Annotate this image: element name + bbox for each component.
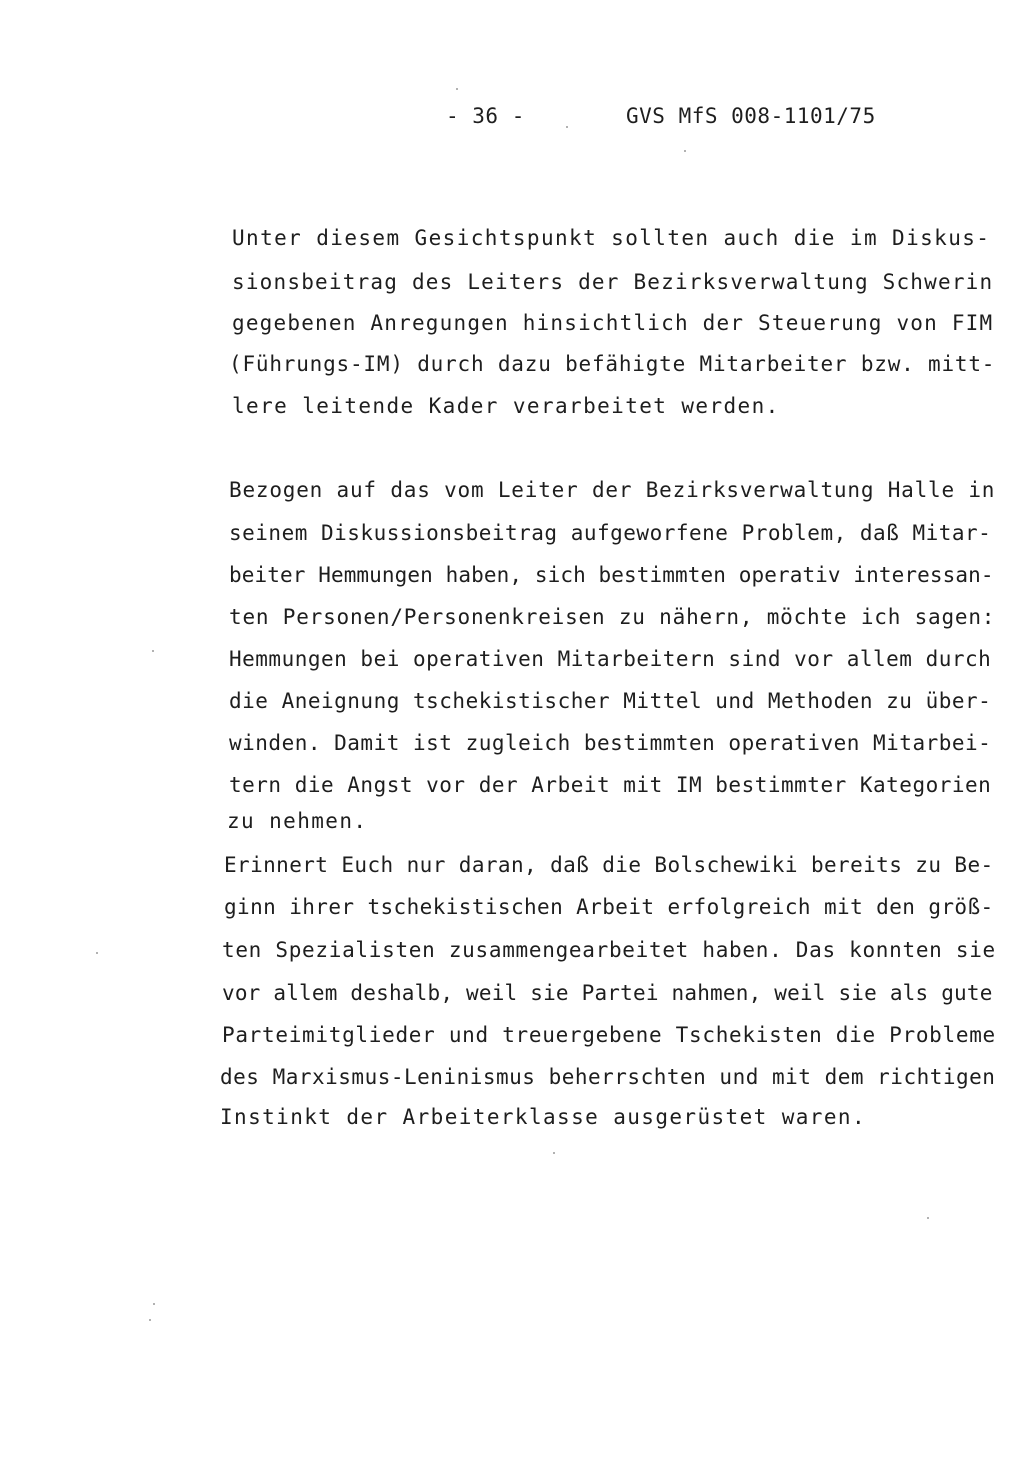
scan-speck [153, 1303, 155, 1305]
text-line: winden. Damit ist zugleich bestimmten operativen Mitarbei- [229, 731, 992, 755]
text-line: (Führungs-IM) durch dazu befähigte Mitarbeiter bzw. mitt- [229, 352, 996, 376]
text-line: zu nehmen. [227, 809, 368, 833]
text-line: Unter diesem Gesichtspunkt sollten auch die im Diskus- [232, 226, 991, 250]
text-line: Parteimitglieder und treuergebene Tschekisten die Probleme [222, 1023, 996, 1047]
text-line: tern die Angst vor der Arbeit mit IM bestimmter Kategorien [229, 773, 992, 797]
page-number: - 36 - [446, 104, 525, 128]
text-line: sionsbeitrag des Leiters der Bezirksverwaltung Schwerin [232, 270, 994, 294]
text-line: seinem Diskussionsbeitrag aufgeworfene Problem, daß Mitar- [229, 521, 992, 545]
scan-speck [149, 1319, 151, 1321]
text-line: lere leitende Kader verarbeitet werden. [232, 394, 780, 418]
text-line: beiter Hemmungen haben, sich bestimmten operativ interessan- [229, 563, 994, 587]
text-line: gegebenen Anregungen hinsichtlich der Steuerung von FIM [232, 311, 994, 335]
text-line: ten Spezialisten zusammengearbeitet haben. Das konnten sie [222, 938, 996, 962]
text-line: Hemmungen bei operativen Mitarbeitern sind vor allem durch [229, 647, 992, 671]
text-line: Erinnert Euch nur daran, daß die Bolschewiki bereits zu Be- [224, 853, 994, 877]
text-line: ten Personen/Personenkreisen zu nähern, möchte ich sagen: [229, 605, 996, 629]
text-line: ginn ihrer tschekistischen Arbeit erfolgreich mit den größ- [224, 895, 994, 919]
document-reference: GVS MfS 008-1101/75 [626, 104, 876, 128]
text-line: Bezogen auf das vom Leiter der Bezirksverwaltung Halle in [229, 478, 996, 502]
scan-speck [566, 126, 568, 128]
scan-speck [553, 1152, 555, 1154]
scan-speck [456, 88, 458, 90]
text-line: vor allem deshalb, weil sie Partei nahmen, weil sie als gute [222, 981, 993, 1005]
scan-speck [927, 1217, 929, 1219]
scan-speck [684, 150, 686, 152]
text-line: Instinkt der Arbeiterklasse ausgerüstet waren. [220, 1105, 866, 1129]
text-line: die Aneignung tschekistischer Mittel und Methoden zu über- [229, 689, 992, 713]
scan-speck [152, 650, 154, 652]
text-line: des Marxismus-Leninismus beherrschten und mit dem richtigen [220, 1065, 996, 1089]
scan-speck [96, 952, 98, 954]
